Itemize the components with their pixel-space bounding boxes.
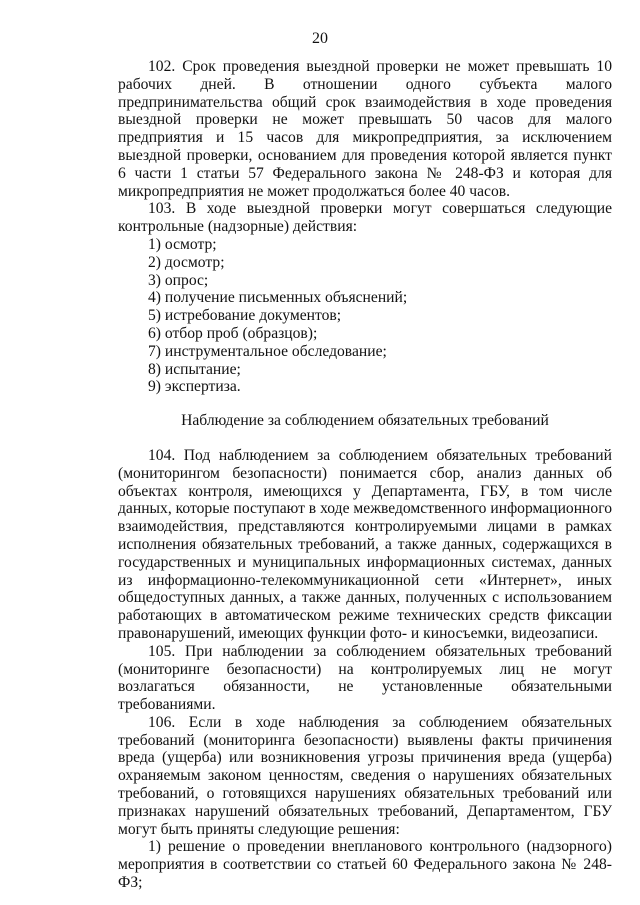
paragraph-106: 106. Если в ходе наблюдения за соблюдением обязательных требований (мониторинга безопасности) выявлены факты причинения вреда (ущерба) или возникновения угрозы причинения вреда (ущерба) охраняемым законом ценностям, сведения о нарушениях обязательных требований, о готовящихся нарушениях обязательных требований или признаках нарушений обязательных требований, Департаментом, ГБУ могут быть приняты следующие решения: xyxy=(118,713,612,838)
list-item: 5) истребование документов; xyxy=(148,307,342,325)
page-content xyxy=(118,58,612,892)
paragraph-106-item-1: 1) решение о проведении внепланового контрольного (надзорного) мероприятия в соответствии со статьей 60 Федерального закона № 248-ФЗ; xyxy=(118,838,612,892)
list-item: 8) испытание; xyxy=(148,360,241,378)
section-heading: Наблюдение за соблюдением обязательных требований xyxy=(181,412,549,430)
actions-list xyxy=(118,236,612,396)
paragraph-105: 105. При наблюдении за соблюдением обязательных требований (мониторинге безопасности) на контролируемых лиц не могут возлагаться обязанности, не установленные обязательными требованиями. xyxy=(118,642,612,714)
list-item: 9) экспертиза. xyxy=(148,378,241,396)
page-number: 20 xyxy=(312,30,328,47)
paragraph-102: 102. Срок проведения выездной проверки не может превышать 10 рабочих дней. В отношении одного субъекта малого предпринимательства общий срок взаимодействия в ходе проведения выездной проверки не может превышать 50 часов для малого предприятия и 15 часов для микропредприятия, за исключением выездной проверки, основанием для проведения которой является пункт 6 части 1 статьи 57 Федерального закона № 248-ФЗ и которая для микропредприятия не может продолжаться более 40 часов. xyxy=(118,58,612,200)
list-item: 6) отбор проб (образцов); xyxy=(148,324,318,342)
paragraph-103: 103. В ходе выездной проверки могут совершаться следующие контрольные (надзорные) действия: xyxy=(118,200,612,236)
list-item: 7) инструментальное обследование; xyxy=(148,342,387,360)
list-item: 1) осмотр; xyxy=(148,235,217,253)
list-item: 3) опрос; xyxy=(148,271,209,289)
paragraph-104: 104. Под наблюдением за соблюдением обязательных требований (мониторингом безопасности) понимается сбор, анализ данных об объектах контроля, имеющихся у Департамента, ГБУ, в том числе данных, которые поступают в ходе межведомственного информационного взаимодействия, представляются контролируемыми лицами в рамках исполнения обязательных требований, а также данных, содержащихся в государственных и муниципальных информационных системах, данных из информационно-телекоммуникационной сети «Интернет», иных общедоступных данных, а также данных, полученных с использованием работающих в автоматическом режиме технических средств фиксации правонарушений, имеющих функции фото- и киносъемки, видеозаписи. xyxy=(118,446,612,642)
list-item: 2) досмотр; xyxy=(148,253,225,271)
list-item: 4) получение письменных объяснений; xyxy=(148,289,408,307)
